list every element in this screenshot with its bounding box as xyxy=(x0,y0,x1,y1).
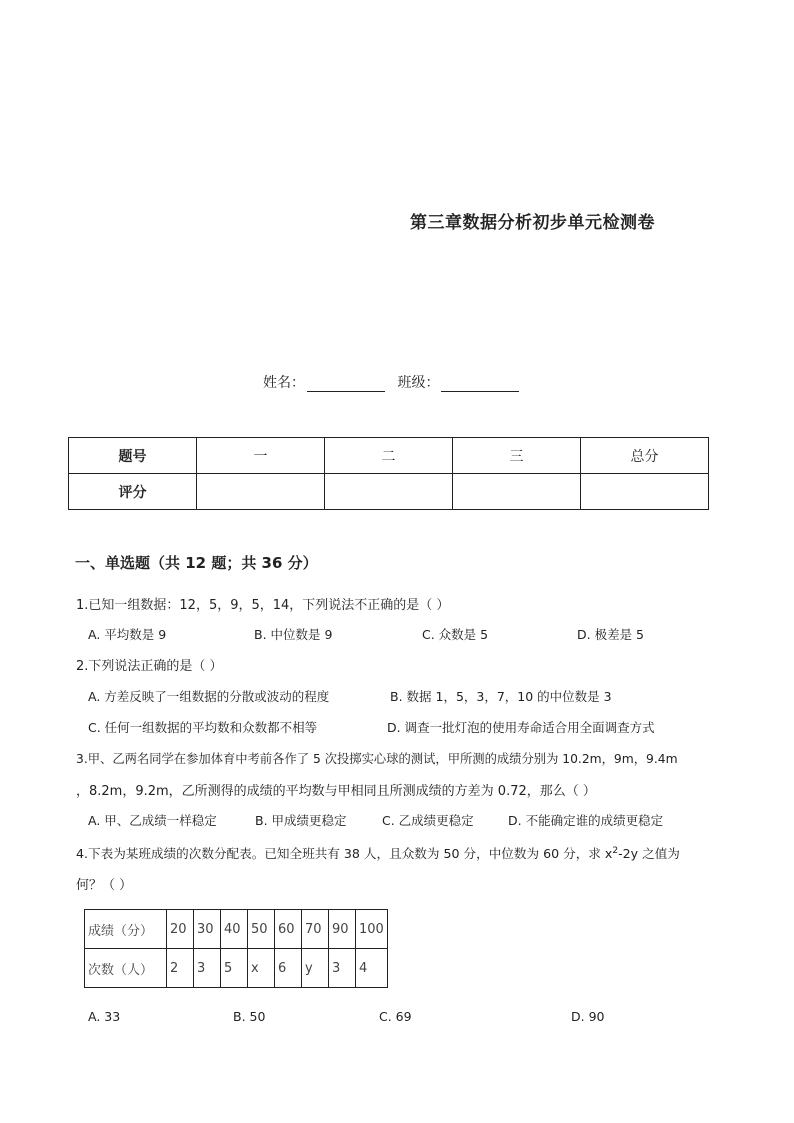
question-stem-cont: 何？（ ） xyxy=(76,878,133,893)
class-label: 班级： xyxy=(397,375,440,391)
question-stem xyxy=(76,843,680,862)
table-cell: 题号 xyxy=(69,438,197,474)
table-cell: 三 xyxy=(453,438,581,474)
option-b: B. 甲成绩更稳定 xyxy=(255,813,347,828)
table-cell: y xyxy=(302,949,329,988)
table-cell: 6 xyxy=(275,949,302,988)
option-b: B. 50 xyxy=(233,1009,266,1024)
option-c: C. 乙成绩更稳定 xyxy=(382,813,474,828)
table-cell: 100 xyxy=(356,910,388,949)
option-b: B. 数据 1，5，3，7，10 的中位数是 3 xyxy=(390,689,612,704)
option-d: D. 90 xyxy=(571,1009,605,1024)
option-a: A. 方差反映了一组数据的分散或波动的程度 xyxy=(88,689,330,704)
question-stem: 3.甲、乙两名同学在参加体育中考前各作了 5 次投掷实心球的测试，甲所测的成绩分别为 10.2m，9m，9.4m xyxy=(76,752,678,766)
class-blank xyxy=(441,377,519,392)
score-table xyxy=(68,437,709,510)
option-c: C. 任何一组数据的平均数和众数都不相等 xyxy=(88,720,318,735)
table-cell: 二 xyxy=(325,438,453,474)
table-cell: 20 xyxy=(167,910,194,949)
table-cell xyxy=(581,474,709,510)
table-cell: 90 xyxy=(329,910,356,949)
option-d: D. 不能确定谁的成绩更稳定 xyxy=(508,813,664,828)
page-title: 第三章数据分析初步单元检测卷 xyxy=(410,213,655,233)
superscript: 2 xyxy=(612,845,619,856)
table-cell: 60 xyxy=(275,910,302,949)
table-cell xyxy=(453,474,581,510)
table-cell: 70 xyxy=(302,910,329,949)
table-cell: 总分 xyxy=(581,438,709,474)
option-a: A. 平均数是 9 xyxy=(88,627,167,642)
option-d: D. 极差是 5 xyxy=(577,627,644,642)
table-cell: 40 xyxy=(221,910,248,949)
name-blank xyxy=(307,377,385,392)
table-cell: 一 xyxy=(197,438,325,474)
table-row xyxy=(69,474,709,510)
table-cell: 次数（人） xyxy=(85,949,167,988)
table-row xyxy=(85,949,388,988)
table-cell: x xyxy=(248,949,275,988)
option-c: C. 众数是 5 xyxy=(422,627,489,642)
table-cell: 5 xyxy=(221,949,248,988)
table-cell: 50 xyxy=(248,910,275,949)
stem-text: -2y 之值为 xyxy=(618,846,680,861)
question-stem: 1.已知一组数据：12，5，9，5，14，下列说法不正确的是（ ） xyxy=(76,598,450,613)
student-info xyxy=(263,372,527,392)
table-cell: 成绩（分） xyxy=(85,910,167,949)
table-cell: 3 xyxy=(329,949,356,988)
table-cell: 2 xyxy=(167,949,194,988)
question-stem: 2.下列说法正确的是（ ） xyxy=(76,659,223,674)
table-row xyxy=(69,438,709,474)
table-cell: 3 xyxy=(194,949,221,988)
stem-text: 4.下表为某班成绩的次数分配表。已知全班共有 38 人，且众数为 50 分，中位数为 60 分，求 x xyxy=(76,846,613,861)
option-b: B. 中位数是 9 xyxy=(254,627,333,642)
table-cell: 评分 xyxy=(69,474,197,510)
section-title: 一、单选题（共 12 题；共 36 分） xyxy=(75,554,318,572)
table-cell xyxy=(197,474,325,510)
option-a: A. 33 xyxy=(88,1009,121,1024)
table-cell: 4 xyxy=(356,949,388,988)
name-label: 姓名： xyxy=(263,375,305,391)
question-stem-cont: ，8.2m，9.2m，乙所测得的成绩的平均数与甲相同且所测成绩的方差为 0.72，那么（ ） xyxy=(76,784,596,799)
option-c: C. 69 xyxy=(379,1009,412,1024)
frequency-table xyxy=(84,909,388,988)
option-a: A. 甲、乙成绩一样稳定 xyxy=(88,813,217,828)
table-row xyxy=(85,910,388,949)
table-cell: 30 xyxy=(194,910,221,949)
table-cell xyxy=(325,474,453,510)
option-d: D. 调查一批灯泡的使用寿命适合用全面调查方式 xyxy=(387,720,655,735)
